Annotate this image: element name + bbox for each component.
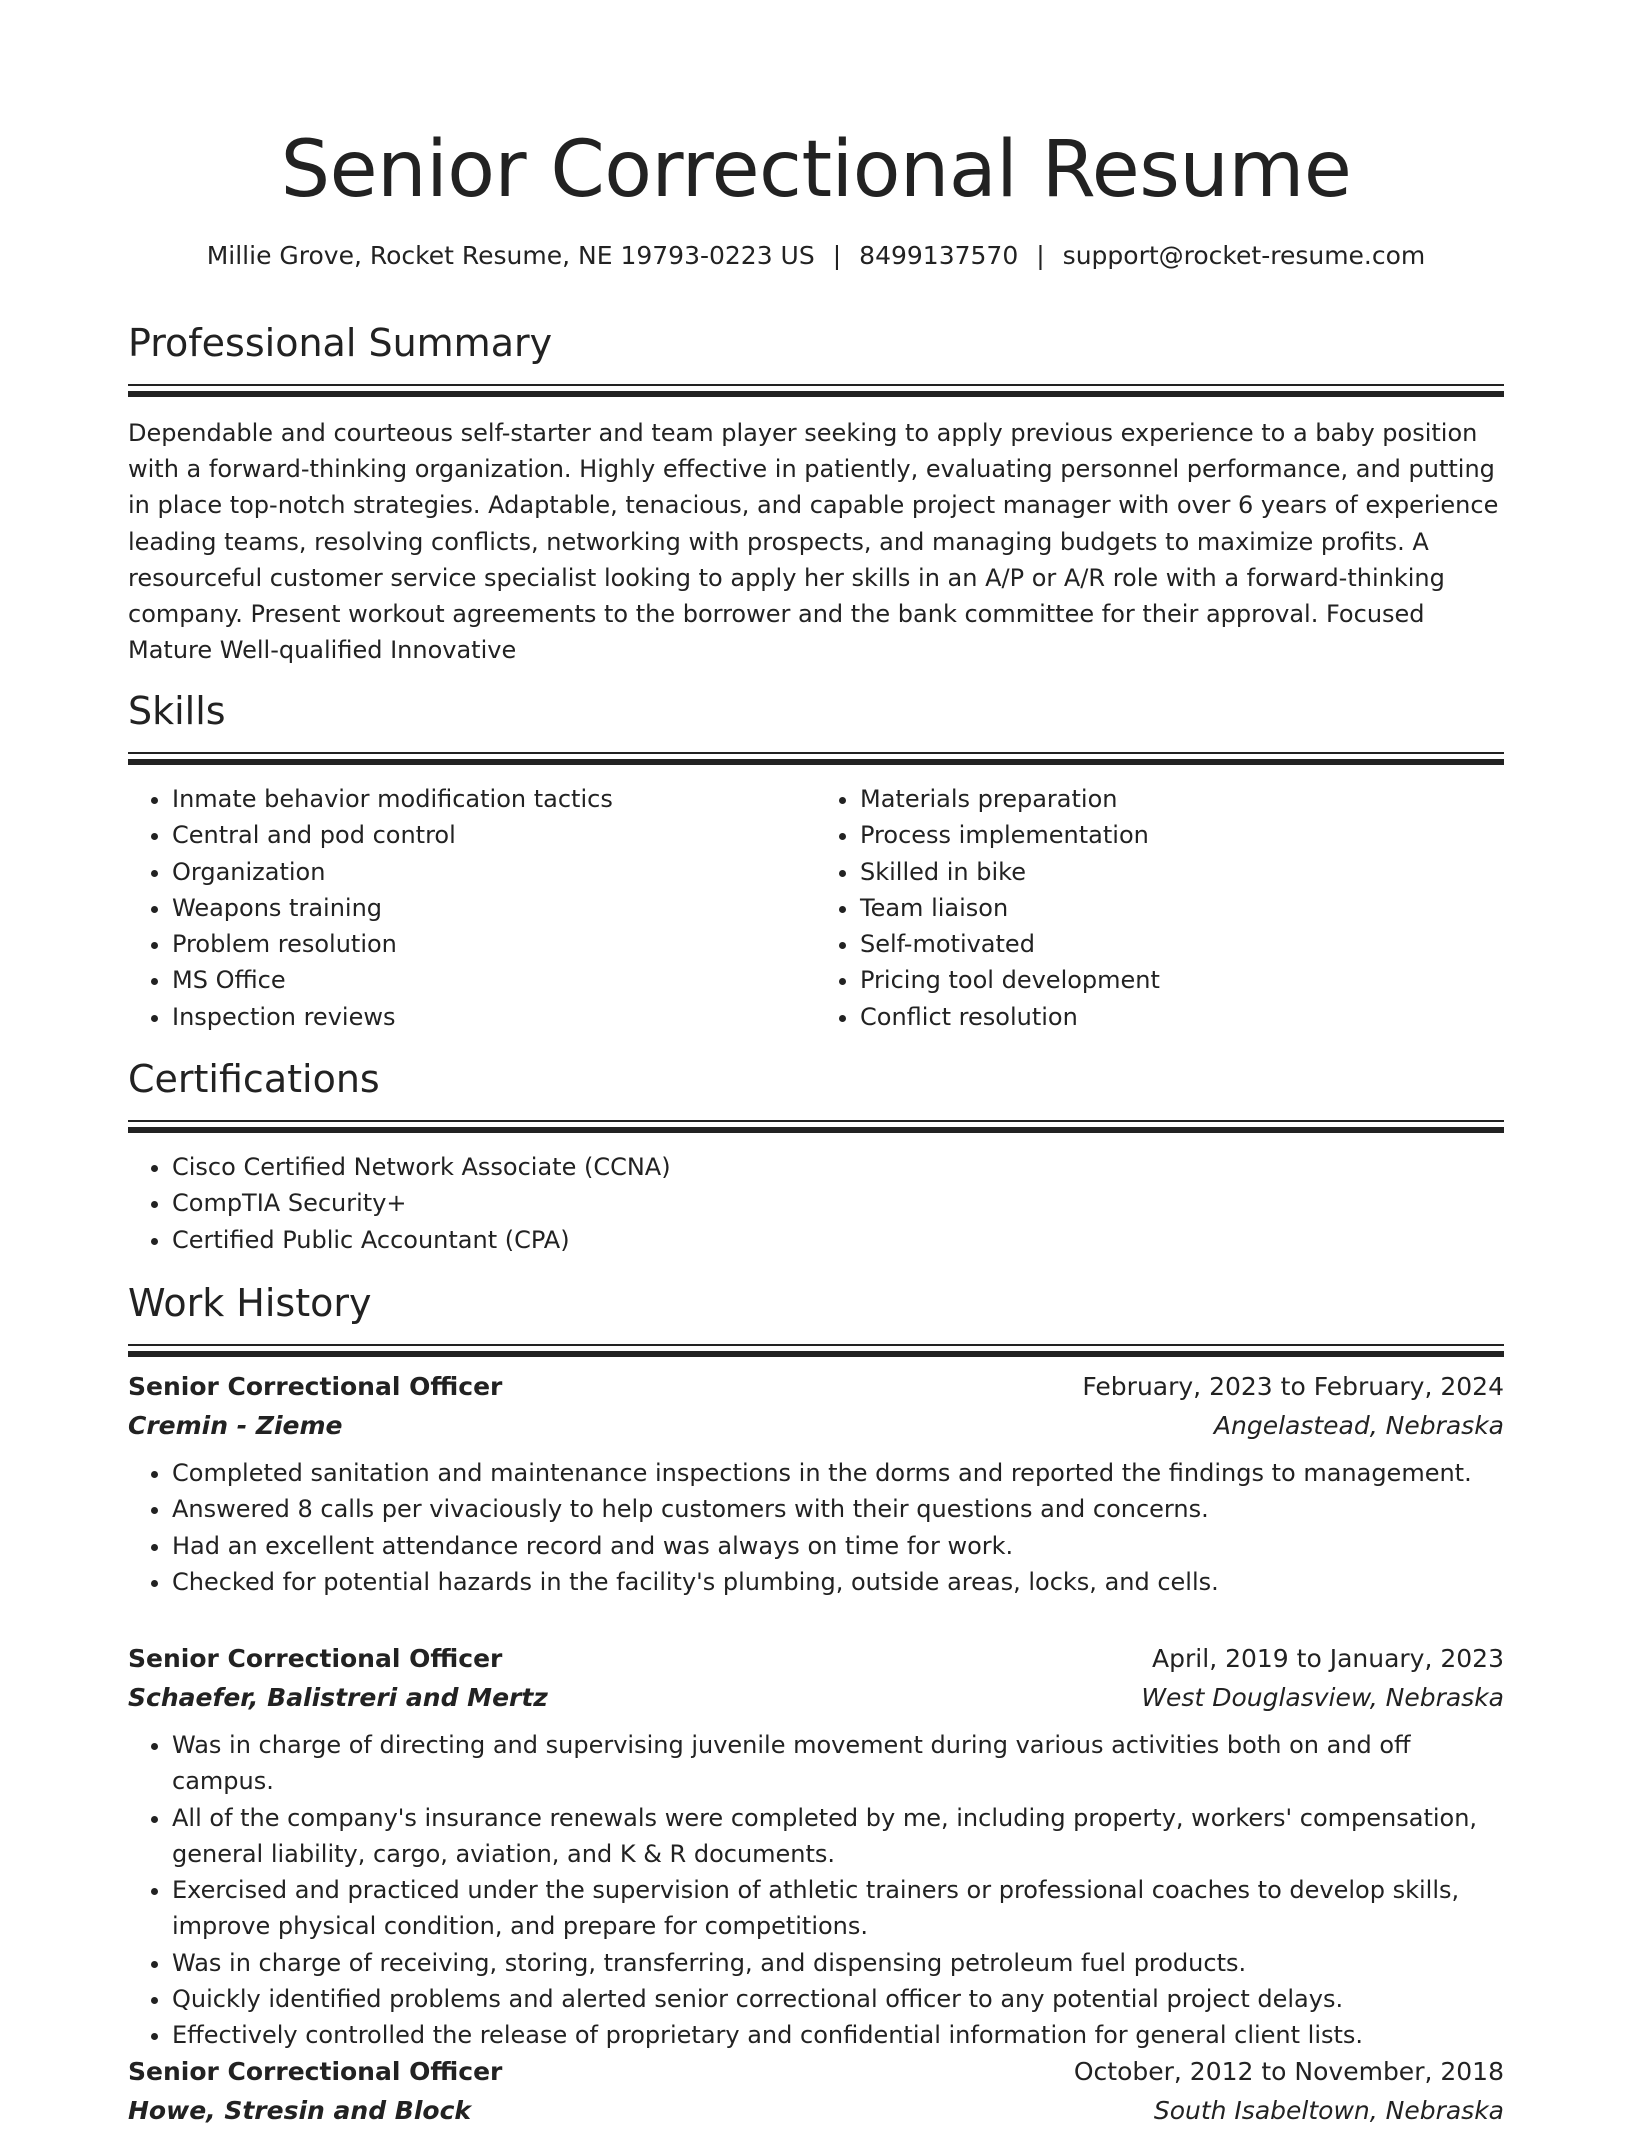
job-dates: February, 2023 to February, 2024 — [1082, 1372, 1504, 1401]
resume-title: Senior Correctional Resume — [280, 125, 1352, 215]
skills-columns — [128, 781, 1504, 1035]
job-bullet: • Answered 8 calls per vivaciously to help customers with their questions and concerns. — [172, 1491, 1504, 1527]
skills-section — [128, 686, 1504, 1035]
contact-separator: | — [832, 241, 842, 270]
skill-item: • Problem resolution — [172, 926, 816, 962]
skill-item: • Central and pod control — [172, 817, 816, 853]
job-dates: April, 2019 to January, 2023 — [1152, 1644, 1504, 1673]
job-title: Senior Correctional Officer — [128, 1644, 503, 1673]
skills-heading: Skills — [128, 689, 226, 733]
section-divider — [128, 384, 1504, 397]
section-divider — [128, 1120, 1504, 1133]
skill-item: • Process implementation — [860, 817, 1504, 853]
skill-item: • Inmate behavior modification tactics — [172, 781, 816, 817]
skill-item: • Conflict resolution — [860, 999, 1504, 1035]
job-location: Angelastead, Nebraska — [1213, 1411, 1504, 1440]
job-bullets — [128, 1455, 1504, 1600]
job-bullet: • Exercised and practiced under the supervision of athletic trainers or professional coaches to develop skills, improve physical condition, and prepare for competitions. — [172, 1872, 1504, 1945]
job-entry — [128, 2052, 1504, 2130]
job-bullets — [128, 1727, 1504, 2054]
job-title: Senior Correctional Officer — [128, 1372, 503, 1401]
skill-item: • Team liaison — [860, 890, 1504, 926]
job-bullet: • Effectively controlled the release of proprietary and confidential information for general client lists. — [172, 2017, 1504, 2053]
job-employer: Schaefer, Balistreri and Mertz — [128, 1683, 548, 1712]
job-location: West Douglasview, Nebraska — [1141, 1683, 1504, 1712]
skill-item: • Pricing tool development — [860, 962, 1504, 998]
summary-heading: Professional Summary — [128, 321, 553, 365]
job-title: Senior Correctional Officer — [128, 2057, 503, 2086]
skills-list-left — [128, 781, 816, 1035]
job-bullet: • All of the company's insurance renewals were completed by me, including property, workers' compensation, general liability, cargo, aviation, and K & R documents. — [172, 1800, 1504, 1873]
skill-item: • Weapons training — [172, 890, 816, 926]
job-employer-row — [128, 2091, 1504, 2130]
job-bullet: • Completed sanitation and maintenance inspections in the dorms and reported the findings to management. — [172, 1455, 1504, 1491]
certification-item: • CompTIA Security+ — [172, 1185, 1504, 1221]
certification-item: • Certified Public Accountant (CPA) — [172, 1222, 1504, 1258]
skill-item: • Organization — [172, 854, 816, 890]
job-dates: October, 2012 to November, 2018 — [1073, 2057, 1504, 2086]
certifications-list — [128, 1149, 1504, 1258]
contact-phone: 8499137570 — [859, 241, 1019, 270]
skill-item: • Self-motivated — [860, 926, 1504, 962]
job-bullet: • Was in charge of directing and supervising juvenile movement during various activities both on and off campus. — [172, 1727, 1504, 1800]
section-divider — [128, 752, 1504, 765]
contact-line — [128, 240, 1504, 272]
contact-email: support@rocket-resume.com — [1062, 241, 1426, 270]
job-employer-row — [128, 1406, 1504, 1445]
certification-item: • Cisco Certified Network Associate (CCNA) — [172, 1149, 1504, 1185]
job-employer: Howe, Stresin and Block — [128, 2096, 472, 2125]
certifications-section — [128, 1054, 1504, 1258]
skill-item: • Materials preparation — [860, 781, 1504, 817]
skill-item: • Skilled in bike — [860, 854, 1504, 890]
skills-list-right — [816, 781, 1504, 1035]
summary-text: Dependable and courteous self-starter and team player seeking to apply previous experience to a baby position with a forward-thinking organization. Highly effective in patiently, evaluating personnel performance, and putting in place top-notch strategies. Adaptable, tenacious, and capable project manager with over 6 years of experience leading teams, resolving conflicts, networking with prospects, and managing budgets to maximize profits. A resourceful customer service specialist looking to apply her skills in an A/P or A/R role with a forward-thinking company. Present workout agreements to the borrower and the bank committee for their approval. Focused Mature Well-qualified Innovative — [128, 419, 1499, 665]
work-history-heading: Work History — [128, 1281, 372, 1325]
job-entry — [128, 1639, 1504, 2054]
summary-section — [128, 318, 1504, 668]
contact-separator: | — [1036, 241, 1045, 270]
job-header-row — [128, 1639, 1504, 1678]
job-bullet: • Had an excellent attendance record and was always on time for work. — [172, 1528, 1504, 1564]
job-bullet: • Was in charge of receiving, storing, transferring, and dispensing petroleum fuel products. — [172, 1945, 1504, 1981]
skill-item: • MS Office — [172, 962, 816, 998]
job-employer-row — [128, 1678, 1504, 1717]
job-entry — [128, 1367, 1504, 1600]
work-history-section — [128, 1278, 1504, 1357]
certifications-heading: Certifications — [128, 1057, 380, 1101]
job-employer: Cremin - Zieme — [128, 1411, 343, 1440]
job-bullet: • Checked for potential hazards in the facility's plumbing, outside areas, locks, and cells. — [172, 1564, 1504, 1600]
skill-item: • Inspection reviews — [172, 999, 816, 1035]
job-header-row — [128, 2052, 1504, 2091]
job-bullet: • Quickly identified problems and alerted senior correctional officer to any potential project delays. — [172, 1981, 1504, 2017]
job-location: South Isabeltown, Nebraska — [1153, 2096, 1504, 2125]
job-header-row — [128, 1367, 1504, 1406]
section-divider — [128, 1344, 1504, 1357]
contact-address: Millie Grove, Rocket Resume, NE 19793-0223 US — [206, 241, 815, 270]
